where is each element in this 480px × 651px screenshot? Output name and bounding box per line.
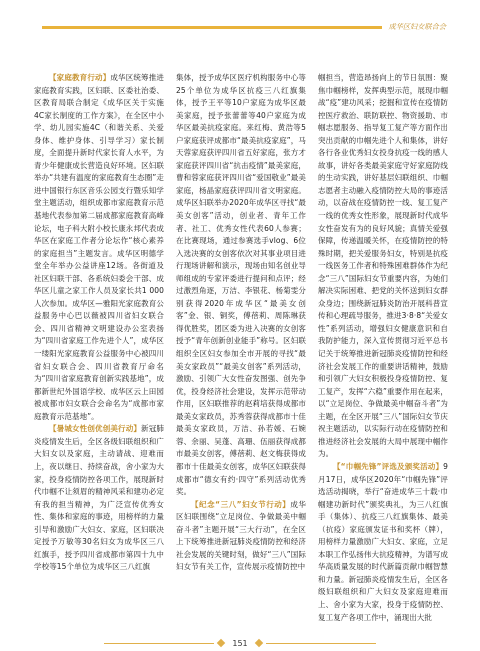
footer-rule-left [104, 643, 214, 644]
column-3 [318, 72, 448, 622]
section-title-family-education: 【家庭教育行动】 [49, 73, 111, 82]
section-body-women-excellence: 新冠肺炎疫情发生后，全区各级妇联组织和广大妇女以及家庭，主动请战、迎难而上，夜以继日、持续奋战，舍小家为大家，投身疫情防控各项工作，展现新时代巾帼不让须眉的精神风采和建功必定有我的担当精神，为广泛宣传优秀女性、集体和家庭的事迹，用榜样的力量引导和激励广大妇女、家庭，区妇联决定授予万敏等30名妇女为成华区三八红旗手，授予四川省成都市第四十九中学校等15个单位为成华区三八红旗 [34, 424, 164, 572]
column-1 [34, 72, 164, 617]
header-title: 成华区妇女联合会 [388, 22, 446, 31]
running-header [42, 20, 446, 34]
column-2 [176, 72, 306, 617]
section-title-pioneer-awards: 【“巾帼先锋”评选及颁奖活动】 [333, 461, 444, 471]
section-title-womens-day: 【纪念“三八”妇女节行动】 [191, 499, 291, 509]
section-body-family-education: 成华区统筹推进家庭教育实践，区妇联、区委社治委、区教育局联合制定《成华区关于实施4C家长制度的工作方案》，在全区中小学、幼儿园实施4C（和谐关系、关爱身体、维护身体、引导学习）家长制度，全面提升新时代家长育人水平，为青少年健康成长营造良好环境。区妇联举办“共建有温度的家庭教育生态圈”走进中国银行东区音乐公园支行暨乐知学堂主题活动，组织成都市家庭教育示范基地代表参加第二届成都家庭教育高峰论坛，电子科大附小校长康永邦代表成华区在家庭工作者分论坛作“核心素养的家庭担当”主题发言。成华区明德学堂全年举办公益讲座12场。各街道及社区妇联干部、各系统妇委会干部、成华区儿童之家工作人员及家长共1 000人次参加。成华区—雅阳光家庭教育公益服务中心巴以薇被四川省妇女联合会、四川省精神文明建设办公室表扬为“四川省家庭工作先进个人”，成华区一缕阳光家庭教育公益服务中心被四川省妇女联合会、四川省教育厅命名为“四川省家庭教育创新实践基地”，成都新世纪外国语学校、成华区云上田园被成都市妇女联合会命名为“成都市家庭教育示范基地”。 [34, 73, 164, 421]
footer-diamond-left [217, 639, 225, 647]
text-columns [34, 72, 448, 622]
paragraph-women-excellence [34, 423, 164, 574]
section-body-womens-day: 成华区妇联围绕“立足岗位、争做最美中帼奋斗者”主题开展“三大行动”，在全区上下统筹推进新冠肺炎疫情防控和经济社会发展的关键时刻，做好“三八”国际妇女节有关工作，宣传展示疫情防控中 [176, 499, 306, 572]
paragraph-womens-day [176, 499, 306, 574]
paragraph-continued-col2: 集体，授予成华区医疗机构服务中心等25个单位为成华区抗疫三八红旗集体，授予王平等10户家庭为成华区最美家庭，授予张蕾蕾等40户家庭为成华区最美抗疫家庭。来红梅、黄浩等5户家庭获评成都市“最美抗疫家庭”，马天蓉家庭获评四川省五好家庭，张方才家庭获评四川省“抗击疫情”最美家庭，曹和蓉家庭获评四川省“爱国敬业”最美家庭，杨晶家庭获评四川省文明家庭。成华区妇联举办2020年成华区寻找“最美女创客”活动，创业者、青年工作者、社工、优秀女性代表60人参赛；在比赛现场，通过参赛选手vlog、6位入选决赛的女创客依次对其事业项目进行现场讲解和演示，现场由知名创业导师组成的专家评委进行提问和点评；经过激烈角逐，万洁、李银花、杨菊雯分别获得2020年成华区“最美女创客”金、银、铜奖，傅蓓莉、周陈琳获得优胜奖，团区委为进入决赛的女创客授予“青年创新创业能手”称号。区妇联组织全区妇女参加全市开展的寻找“最美女家政员”“最美女创客”系列活动，激励、引领广大女性奋发图强、创先争优，投身经济社会建设，发挥示范带动作用，区妇联推荐的赵莉培获得成都市最美女家政员，苏秀蓉获得成都市十佳最美女家政员，万洁、孙若媛、石婉蓉、余丽、吴蓬、高珊、伍丽获得成都市最美女创客，傅蓓莉、赵文梅获得成都市十佳最美女创客，成华区妇联获得成都市“德女有约·四守”系列活动优秀奖。 [176, 73, 306, 497]
section-body-pioneer-awards: 9月17日，成华区2020年“巾帼先锋”评选活动揭晓，举行“奋进成华三十载·巾帼建功新时代”颁奖典礼，为三八红旗手（集体）、抗疫三八红旗集体、最美（抗疫）家庭颁发证书和奖杯（牌），用榜样力量激励广大妇女、家庭，立足本职工作弘扬伟大抗疫精神，为谱写成华高质量发展的时代新篇贡献巾帼智慧和力量。新冠肺炎疫情发生后，全区各级妇联组织和广大妇女及家庭迎难而上、舍小家为大家，投身于疫情防控、复工复产各项工作中，涌现出大批 [318, 461, 448, 622]
page-footer [0, 636, 480, 650]
footer-diamond-right [254, 639, 262, 647]
paragraph-continued-col3: 帼担当，营造昂扬向上的节日氛围：聚焦巾帼榜样，发挥典型示范，展现巾帼战“疫”建功风采；挖掘和宣传在疫情防控医疗救治、联防联控、物资援助、市帼志愿服务、指导复工复产等方面作出突出贡献的巾帼先进个人和集体，讲好各行各业优秀妇女投身抗疫一线的感人故事，讲好各类最美家庭守好家庭防线的生动实践，讲好基层妇联组织、巾帼志愿者主动融入疫情防控大局的事迹活动，以奋战在疫情防控一线、复工复产一线的优秀女性形象，展现新时代成华女性奋发有为的良好风貌；真情关爱强保障，传递温暖关怀，在疫情防控的特殊时期，把关爱服务妇女，特别是抗疫一线医务工作者和特殊困难群体作为纪念“三八”国际妇女节重要内容，为她们解决实际困难、把党的关怀送到妇女群众身边；围绕新冠肺炎防治开展科普宣传和心理疏导服务，推进3·8·8“关爱女性”系列活动，增强妇女健康意识和自我防护能力，深入宣传贯彻习近平总书记关于统筹推进新冠肺炎疫情防控和经济社会发展工作的重要讲话精神，鼓励和引领广大妇女积极投身疫情防控、复工复产，发挥“六稳”重要作用在起来，以“立足岗位、争做最美中帼奋斗者”为主题，在全区开展“三八”国际妇女节庆祝主题活动，以实际行动在疫情防控和推进经济社会发展的大局中展现中帼作为。 [318, 73, 448, 459]
header-rule [42, 26, 382, 29]
paragraph-family-education [34, 72, 164, 423]
page-number: 151 [232, 638, 248, 648]
footer-rule-right [266, 643, 376, 644]
section-title-women-excellence: 【暑城女性创优创美行动】 [49, 424, 142, 434]
paragraph-pioneer-awards [318, 461, 448, 624]
